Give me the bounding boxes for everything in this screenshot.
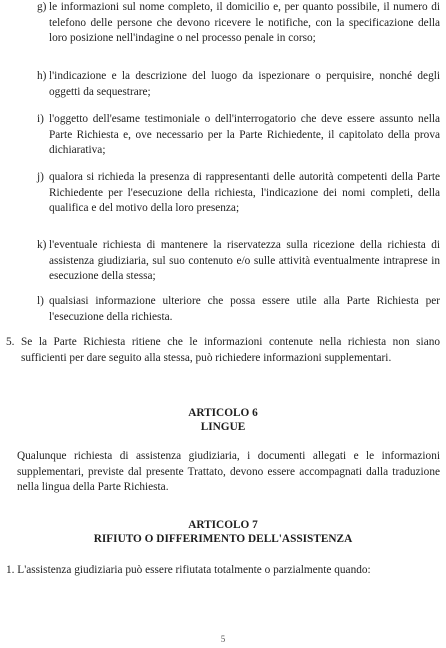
item-text: le informazioni sul nome completo, il domicilio e, per quanto possibile, il numero di telefono delle persone che devono ricevere le notifiche, con la specificazione della loro posizione nell'indagine o nel processo penale in corso; bbox=[49, 1, 440, 44]
article-7-paragraph-1: 1. L'assistenza giudiziaria può essere rifiutata totalmente o parzialmente quando: bbox=[6, 564, 371, 576]
list-item-k bbox=[37, 238, 440, 285]
article-6-text: Qualunque richiesta di assistenza giudiziaria, i documenti allegati e le informazioni supplementari, previste dal presente Trattato, devono essere accompagnati dalla traduzione nella lingua della Parte Richiesta. bbox=[17, 450, 440, 493]
item-text: l'indicazione e la descrizione del luogo da ispezionare o perquisire, nonché degli oggetti da sequestrare; bbox=[49, 70, 440, 98]
item-text: l'eventuale richiesta di mantenere la riservatezza sulla ricezione della richiesta di assistenza giudiziaria, sul suo contenuto e/o sulle attività eventualmente intraprese in esecuzione della stessa; bbox=[49, 239, 440, 282]
item-text: qualsiasi informazione ulteriore che possa essere utile alla Parte Richiesta per l'esecuzione della richiesta. bbox=[49, 295, 440, 323]
item-label: h) bbox=[37, 70, 47, 82]
item-label: j) bbox=[37, 171, 44, 183]
list-item-g bbox=[37, 0, 440, 47]
list-item-i bbox=[37, 112, 440, 159]
item-label: g) bbox=[37, 1, 47, 13]
list-item-j bbox=[37, 170, 440, 217]
article-7-number: ARTICOLO 7 bbox=[188, 519, 258, 531]
item-label: k) bbox=[37, 239, 47, 251]
item-text: qualora si richieda la presenza di rappresentanti delle autorità competenti della Parte Richiedente per l'esecuzione della richiesta, l'indicazione dei nomi completi, della qualifica e del motivo della loro presenza; bbox=[49, 171, 440, 214]
paragraph-5 bbox=[6, 335, 440, 366]
page-number: 5 bbox=[220, 634, 226, 644]
paragraph-label: 5. bbox=[6, 336, 15, 348]
paragraph-text: Se la Parte Richiesta ritiene che le informazioni contenute nella richiesta non siano sufficienti per dare seguito alla stessa, può richiedere informazioni supplementari. bbox=[21, 336, 440, 364]
list-item-h bbox=[37, 69, 440, 100]
article-7-title: RIFIUTO O DIFFERIMENTO DELL'ASSISTENZA bbox=[93, 533, 353, 545]
item-label: i) bbox=[37, 113, 44, 125]
list-item-l bbox=[37, 294, 440, 325]
item-label: l) bbox=[37, 295, 44, 307]
article-6-title: LINGUE bbox=[200, 421, 246, 433]
article-6-number: ARTICOLO 6 bbox=[188, 407, 258, 419]
item-text: l'oggetto dell'esame testimoniale o dell'interrogatorio che deve essere assunto nella Parte Richiesta e, ove necessario per la Parte Richiedente, il capitolato della prova dichiarativa; bbox=[49, 113, 440, 156]
